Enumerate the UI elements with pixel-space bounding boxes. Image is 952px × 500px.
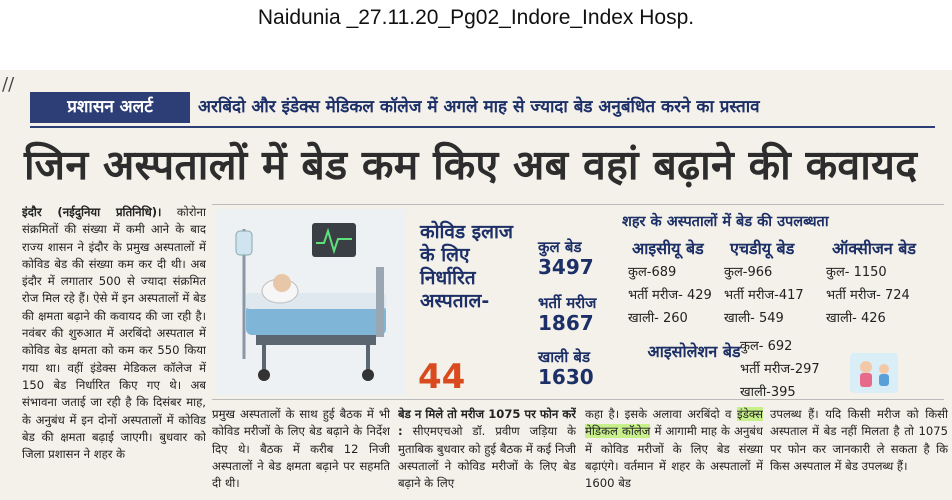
main-headline: जिन अस्पतालों में बेड कम किए अब वहां बढ़ाने की कवायद	[24, 141, 918, 189]
admitted-value: 1867	[538, 311, 594, 335]
vacant-label: खाली बेड	[538, 348, 591, 366]
column-4-text-pre: कहा है। इसके अलावा अरबिंदो व	[585, 407, 732, 421]
article-column-3	[398, 406, 576, 500]
total-beds-value: 3497	[538, 255, 594, 279]
total-beds-label: कुल बेड	[538, 238, 582, 256]
document-caption: Naidunia _27.11.20_Pg02_Indore_Index Hosp.	[257, 6, 695, 29]
oxygen-stats	[826, 261, 910, 330]
column-1-text: कोरोना संक्रमितों की संख्या में कमी आने के बाद राज्य शासन ने इंदौर के प्रमुख अस्पतालों में कोविड बेड की संख्या कम कर दी थी। अब इंदौर में लगातार 500 से ज्यादा संक्रमित रोज मिल रहे हैं। ऐसे में इन अस्पतालों में बेड की क्षमता बढ़ाने की कवायद की जा रही है। नवंबर की शुरुआत में अरबिंदो अस्पताल में कोविड बेड क्षमता को कम कर 550 किया गया था। वहीं इंडेक्स मेडिकल कॉलेज में 150 बेड निर्धारित किए गए थे। अब संभावना जताई जा रही है कि दिसंबर माह, के अनुबंध में इन दोनों अस्पतालों में कोविड बेड की क्षमता बढ़ाई जाएगी। बुधवार को जिला प्रशासन ने शहर के	[22, 205, 206, 462]
icu-heading: आइसीयू बेड	[632, 239, 704, 258]
article-column-4	[585, 406, 763, 500]
admitted-label: भर्ती मरीज	[538, 294, 597, 312]
oxygen-admitted: भर्ती मरीज- 724	[826, 288, 910, 303]
isolation-stats	[740, 335, 820, 404]
designated-hospitals-count: 44	[418, 357, 466, 397]
isolation-admitted: भर्ती मरीज-297	[740, 362, 820, 377]
column-5-text: उपलब्ध हैं। यदि किसी मरीज को किसी अस्पताल में बेड नहीं मिलता है तो 1075 पर फोन कर जानकारी ले सकता है कि किस अस्पताल में बेड उपलब्ध हैं।	[770, 407, 948, 473]
icu-stats	[628, 261, 712, 330]
hospital-bed-illustration	[216, 209, 406, 395]
hdu-total: कुल-966	[724, 265, 773, 280]
dateline: इंदौर (नईदुनिया प्रतिनिधि)।	[22, 205, 162, 219]
hdu-vacant: खाली- 549	[724, 311, 784, 326]
hdu-admitted: भर्ती मरीज-417	[724, 288, 804, 303]
article-column-1	[22, 204, 206, 500]
icu-total: कुल-689	[628, 265, 677, 280]
oxygen-total: कुल- 1150	[826, 265, 887, 280]
isolation-ward-illustration	[850, 353, 898, 393]
strap-headline: अरबिंदो और इंडेक्स मेडिकल कॉलेज में अगले माह से ज्यादा बेड अनुबंधित करने का प्रस्ताव	[198, 97, 760, 117]
header-rule	[30, 126, 935, 128]
oxygen-heading: ऑक्सीजन बेड	[832, 239, 916, 258]
fold-mark: //	[2, 74, 15, 95]
icu-admitted: भर्ती मरीज- 429	[628, 288, 712, 303]
column-4-text-post: में आगामी माह के अनुबंध में कोविड मरीजों के लिए बेड संख्या बढ़ाएंगे। वर्तमान में शहर के अस्पतालों में 1600 बेड	[585, 424, 763, 491]
helpline-subhead: बेड न मिले तो मरीज 1075 पर फोन करें :	[398, 407, 576, 439]
section-kicker: प्रशासन अलर्ट	[30, 92, 190, 123]
hdu-heading: एचडीयू बेड	[730, 239, 795, 258]
isolation-total: कुल- 692	[740, 339, 793, 354]
column-3-text: सीएमएचओ डॉ. प्रवीण जड़िया के मुताबिक बुधवार को हुई बैठक में कई निजी अस्पतालों ने कोविड मरीजों के लिए बेड बढ़ाने के लिए	[398, 424, 576, 491]
designated-hospitals-label: कोविड इलाज के लिए निर्धारित अस्पताल-	[420, 221, 514, 312]
hdu-stats	[724, 261, 804, 330]
availability-title: शहर के अस्पतालों में बेड की उपलब्धता	[622, 214, 829, 230]
vacant-value: 1630	[538, 365, 594, 389]
article-column-5	[770, 406, 948, 500]
isolation-heading: आइसोलेशन बेड	[647, 342, 741, 361]
column-2-text: प्रमुख अस्पतालों के साथ हुई बैठक में भी कोविड मरीजों के लिए बेड बढ़ाने के निर्देश दिए थे। बैठक में करीब 12 निजी अस्पतालों ने बेड क्षमता बढ़ाने पर सहमति दी थी।	[212, 407, 390, 491]
highlighted-index-college: इंडेक्स मेडिकल कॉलेज	[585, 407, 763, 439]
oxygen-vacant: खाली- 426	[826, 311, 886, 326]
icu-vacant: खाली- 260	[628, 311, 688, 326]
newspaper-clipping	[0, 70, 952, 500]
info-graphic	[212, 204, 944, 400]
article-column-2	[212, 406, 390, 500]
isolation-vacant: खाली-395	[740, 385, 796, 400]
